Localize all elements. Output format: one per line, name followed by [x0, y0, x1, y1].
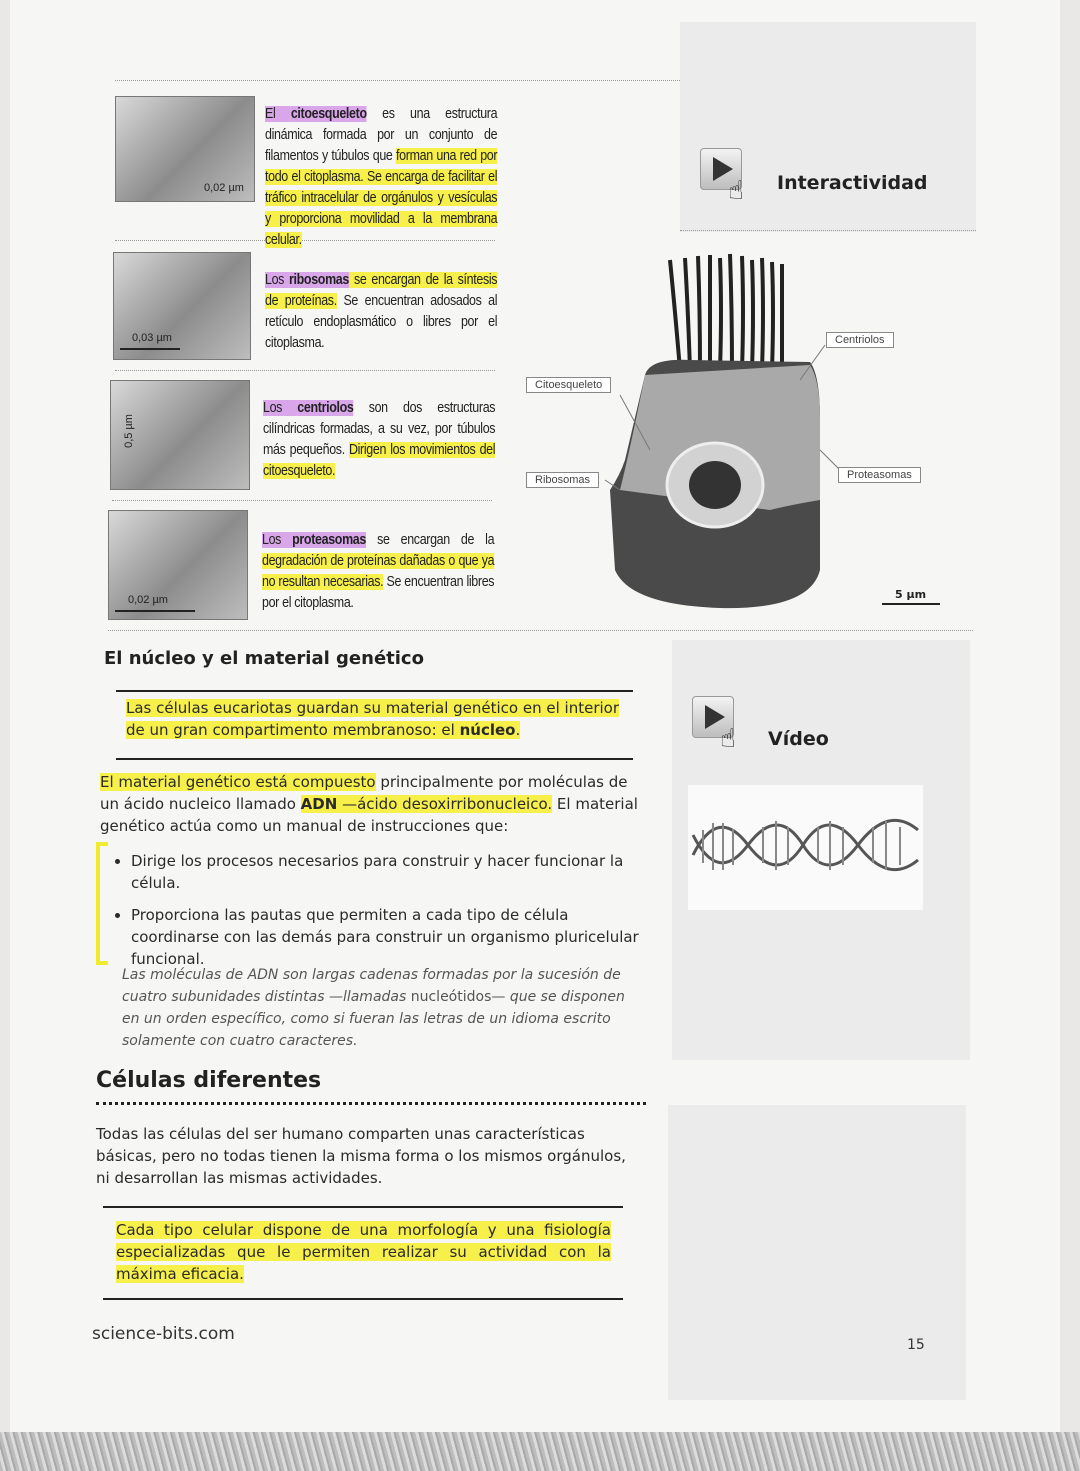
scale-bar: [115, 610, 195, 612]
divider: [116, 690, 633, 692]
divider: [103, 1298, 623, 1300]
scale-label: 0,02 µm: [128, 594, 168, 606]
label-citoesqueleto: Citoesqueleto: [526, 377, 611, 393]
side-panel-empty: [668, 1105, 966, 1400]
scale-bar: [120, 348, 180, 350]
highlighted-text: degradación de proteínas dañadas o que ya no resultan necesarias.: [262, 553, 495, 590]
cell-illustration: [520, 250, 950, 620]
highlighted-text: forman una red por todo el citoplasma. Se encarga de facilitar el tráfico intracelular de orgánulos y vesículas y proporciona movilidad a la membrana celular.: [265, 148, 498, 248]
list-item: • Dirige los procesos necesarios para construir y hacer funcionar la célula.: [131, 850, 646, 894]
term-centriolos: centriolos: [297, 400, 354, 416]
proteasomas-text: [262, 530, 494, 614]
instructions-list: [103, 850, 646, 980]
divider: [115, 80, 680, 81]
dna-thumbnail[interactable]: [688, 785, 923, 910]
scale-label: 0,5 µm: [122, 414, 135, 448]
text-segment: es una estructura dinámica formada por un conjunto de filamentos y túbulos que: [265, 106, 498, 164]
text-segment: Se encuentran libres por el citoplasma.: [262, 574, 495, 611]
divider: [96, 1102, 646, 1105]
term-proteasomas: proteasomas: [292, 532, 366, 548]
text-segment: — que se disponen en un orden específico, como si fueran las letras de un idioma escrito solamente con cuatro caracteres.: [122, 989, 625, 1049]
text-segment: principalmente por moléculas de un ácido nucleico llamado: [100, 773, 628, 813]
ribosomas-text: [265, 270, 497, 354]
scale-label: 0,02 µm: [204, 182, 244, 194]
page-number: 15: [907, 1337, 925, 1353]
section-title-celulas: Células diferentes: [96, 1068, 322, 1093]
section-title-nucleo: El núcleo y el material genético: [104, 648, 424, 669]
term-citoesqueleto: citoesqueleto: [290, 106, 367, 122]
divider: [680, 230, 976, 231]
divider: [103, 1206, 623, 1208]
label-proteasomas: Proteasomas: [838, 467, 921, 483]
divider: [112, 500, 492, 501]
divider: [116, 758, 633, 760]
centriolos-text: [263, 398, 495, 482]
footer-site: science-bits.com: [92, 1324, 235, 1344]
highlighted-text: El material genético está compuesto: [100, 773, 376, 791]
citoesqueleto-text: [265, 104, 497, 251]
celulas-key-box: [116, 1219, 611, 1285]
text-segment: son dos estructuras cilíndricas formadas, a su vez, por túbulos más pequeños.: [263, 400, 496, 458]
highlighted-text: —ácido desoxirribonucleico.: [337, 795, 553, 813]
interactividad-label[interactable]: Interactividad: [777, 172, 928, 194]
term-adn: ADN: [300, 795, 338, 813]
term-ribosomas: ribosomas: [289, 272, 349, 288]
hand-pointer-icon: ☝: [720, 724, 736, 754]
cell-scale-label: 5 µm: [895, 588, 927, 601]
background-fabric: [0, 1432, 1080, 1471]
term-nucleotidos: nucleótidos: [410, 989, 492, 1005]
label-centriolos: Centriolos: [826, 332, 894, 348]
celulas-paragraph: Todas las células del ser humano comparten unas características básicas, pero no todas tienen la misma forma o los mismos orgánulos, ni desarrollan las mismas actividades.: [96, 1125, 626, 1187]
highlighted-text: se encargan de la síntesis de proteínas.: [265, 272, 498, 309]
text-segment: Las moléculas de ADN son largas cadenas formadas por la sucesión de cuatro subunidades distintas —llamadas: [122, 967, 621, 1005]
dna-helix-icon: [688, 785, 923, 910]
highlighted-text: Dirigen los movimientos del citoesqueleto.: [263, 442, 496, 479]
text-segment: Los: [265, 272, 290, 288]
text-segment: El material genético actúa como un manual de instrucciones que:: [100, 795, 638, 835]
text-segment: Los: [262, 532, 293, 548]
nucleo-key-box: [126, 697, 626, 741]
highlighted-text: Cada tipo celular dispone de una morfología y una fisiología especializadas que le permiten realizar su actividad con la máxima eficacia.: [116, 1221, 611, 1283]
text-segment: .: [515, 721, 521, 739]
highlighted-text: Las células eucariotas guardan su material genético en el interior de un gran compartimento membranoso: el: [126, 699, 620, 739]
interactividad-panel: [680, 22, 976, 232]
text-segment: Se encuentran adosados al retículo endoplasmático o libres por el citoplasma.: [265, 293, 498, 351]
list-item: • Proporciona las pautas que permiten a cada tipo de célula coordinarse con las demás para construir un organismo pluricelular funcional.: [131, 904, 646, 970]
nucleo-paragraph: [100, 771, 645, 837]
text-segment: Los: [263, 400, 298, 416]
hand-pointer-icon: ☝: [728, 176, 744, 206]
adn-note: [122, 964, 642, 1052]
text-segment: El: [265, 106, 291, 122]
video-label[interactable]: Vídeo: [768, 728, 829, 750]
scale-bar: [882, 603, 940, 605]
text-segment: se encargan de la: [365, 532, 495, 548]
scale-label: 0,03 µm: [132, 332, 172, 344]
divider: [108, 630, 973, 631]
label-ribosomas: Ribosomas: [526, 472, 599, 488]
term-nucleo: núcleo: [459, 721, 516, 739]
divider: [115, 370, 495, 371]
